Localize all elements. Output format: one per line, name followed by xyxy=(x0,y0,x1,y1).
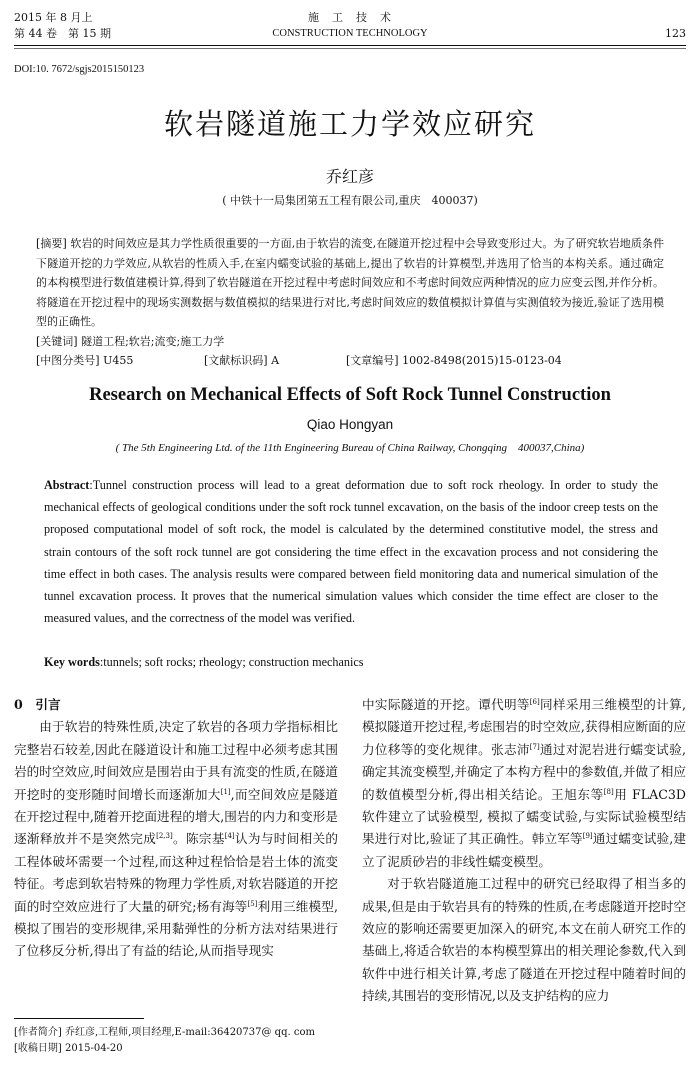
classification-clc xyxy=(36,351,133,370)
footnote-author-text: 乔红彦,工程师,项目经理,E-mail:36420737@ qq. com xyxy=(65,1027,315,1038)
intro-text-1d: 认为与时间相关的工程体破坏需要一个过程,而这种过程恰恰是岩土体的流变特征。考虑到软岩特殊的物理力学性质,对软岩隧道的开挖面的时空效应进行了大量的研究;杨有海等 xyxy=(14,831,339,914)
citation-6[interactable]: [6] xyxy=(529,697,540,706)
intro-text-1b: ,而空间效应是隧道在开挖过程中,随着开挖面进程的增大,围岩的内力和变形是逐渐释放并不是突然完成 xyxy=(14,786,338,847)
citation-7[interactable]: [7] xyxy=(529,742,540,751)
footnote-author xyxy=(14,1025,315,1040)
footnote-author-label: [作者简介] xyxy=(14,1027,62,1038)
keywords-en xyxy=(44,651,658,673)
classification-doc xyxy=(204,351,279,370)
footnote-received-label: [收稿日期] xyxy=(14,1043,62,1054)
keywords-cn xyxy=(36,332,664,352)
keywords-en-label: Key words xyxy=(44,655,100,669)
author-en: Qiao Hongyan xyxy=(306,417,394,432)
abstract-en-text: :Tunnel construction process will lead to a great deformation due to soft rock rheology. In order to study the mechanical effects of geological conditions under the soft rock tunnel excavation, on the basis of the indoor creep tests on the proposed computational model of soft rock, the model is calculated by the determined constitutive model, the stress and strain contours of the soft rock tunnel are got considering the time effect in the excavation process and not considering the time effect in both cases. The analysis results were compared between field monitoring data and numerical simulation of the tunnel excavation process. It proves that the numerical simulation values which consider the time effect are closer to the measured values, and the correctness of the model was verified. xyxy=(44,478,658,626)
affiliation-en: ( The 5th Engineering Ltd. of the 11th Engineering Bureau of China Railway, Chongqing 400037,China) xyxy=(115,442,585,454)
article-value: 1002-8498(2015)15-0123-04 xyxy=(402,354,562,367)
doc-value: A xyxy=(271,354,280,367)
keywords-en-text: :tunnels; soft rocks; rheology; construction mechanics xyxy=(99,655,364,669)
intro-text-r1c: 通过对泥岩进行蠕变试验,确定其流变模型,并确定了本构方程中的参数值,并做了相应的数值模型分析,得出相关结论。王旭东等 xyxy=(362,741,686,802)
footnote-rule xyxy=(14,1018,144,1019)
header-page-number: 123 xyxy=(665,27,686,40)
citation-5[interactable]: [5] xyxy=(247,899,258,908)
doi: DOI:10. 7672/sgjs2015150123 xyxy=(14,64,145,75)
clc-value: U455 xyxy=(103,354,134,367)
affiliation-cn: ( 中铁十一局集团第五工程有限公司,重庆 400037) xyxy=(222,194,478,207)
right-column xyxy=(362,694,686,1008)
left-column xyxy=(14,694,338,963)
footnote-received-text: 2015-04-20 xyxy=(65,1043,123,1054)
header-date: 2015 年 8 月上 xyxy=(14,11,93,24)
title-cn: 软岩隧道施工力学效应研究 xyxy=(163,107,536,141)
abstract-cn-label: [摘要] xyxy=(36,237,67,250)
intro-text-1c: 。陈宗基 xyxy=(172,831,225,847)
abstract-cn xyxy=(36,234,664,332)
section-heading: 0 引言 xyxy=(14,697,61,712)
clc-label: [中图分类号] xyxy=(36,354,100,367)
keywords-cn-text: 隧道工程;软岩;流变;施工力学 xyxy=(81,335,225,348)
header-journal-en: CONSTRUCTION TECHNOLOGY xyxy=(272,28,428,39)
header-rule-thin xyxy=(14,48,686,49)
citation-8[interactable]: [8] xyxy=(603,787,614,796)
intro-text-r1b: 同样采用三维模型的计算,模拟隧道开挖过程,考虑围岩的时空效应,获得相应断面的应力位移等的变化规律。张志沛 xyxy=(362,697,686,757)
intro-text-1e: 利用三维模型,模拟了围岩的变形规律,采用黏弹性的分析方法对结果进行了位移反分析,得出了有益的结论,从而指导现实 xyxy=(14,898,338,959)
keywords-cn-label: [关键词] xyxy=(36,335,78,348)
classification-article xyxy=(346,351,562,370)
abstract-cn-text: 软岩的时间效应是其力学性质很重要的一方面,由于软岩的流变,在隧道开挖过程中会导致变形过大。为了研究软岩地质条件下隧道开挖的力学效应,从软岩的性质入手,在室内蠕变试验的基础上,提出了软岩的计算模型,并选用了恰当的本构关系。通过确定的本构模型进行数值建模计算,得到了软岩隧道在开挖过程中考虑时间效应和不考虑时间效应两种情况的应力应变云图,并作分析。将隧道在开挖过程中的现场实测数据与数值模拟的结果进行对比,考虑时间效应的数值模拟计算值与实测值较为接近,验证了选用模型的正确性。 xyxy=(36,237,665,329)
title-en: Research on Mechanical Effects of Soft Rock Tunnel Construction xyxy=(89,385,611,405)
header-volume: 第 44 卷 第 15 期 xyxy=(14,27,111,40)
intro-text-r1d: 用 FLAC3D 软件建立了试验模型, 模拟了蠕变试验,与实际试验模型结果进行对比,验证了其正确性。韩立军等 xyxy=(362,786,686,847)
footnote-received xyxy=(14,1041,123,1056)
intro-text-r1a: 中实际隧道的开挖。谭代明等 xyxy=(362,697,530,712)
citation-4[interactable]: [4] xyxy=(224,832,235,841)
abstract-en-label: Abstract xyxy=(44,478,90,492)
intro-text-1a: 由于软岩的特殊性质,决定了软岩的各项力学指标相比完整岩石较差,因此在隧道设计和施工过程中必须考虑其围岩的时空效应,时间效应是围岩由于具有流变的性质,在隧道开挖时的变形随时间增长而逐渐加大 xyxy=(14,719,338,802)
citation-9[interactable]: [9] xyxy=(582,832,593,841)
citation-2-3[interactable]: [2,3] xyxy=(156,832,173,841)
citation-1[interactable]: [1] xyxy=(220,787,231,796)
intro-paragraph-2: 对于软岩隧道施工过程中的研究已经取得了相当多的成果,但是由于软岩具有的特殊的性质,在考虑隧道开挖时空效应的影响还需要更加深入的研究,本文在前人研究工作的基础上,将适合软岩的本构模型算出的相关理论参数,代入到软件中进行相关计算,考虑了隧道在开挖过程中随着时间的持续,其围岩的变形情况,以及支护结构的应力 xyxy=(362,876,686,1004)
abstract-en xyxy=(44,474,658,629)
header-journal-cn: 施 工 技 术 xyxy=(308,11,392,24)
article-label: [文章编号] xyxy=(346,354,399,367)
doc-label: [文献标识码] xyxy=(204,354,268,367)
author-cn: 乔红彦 xyxy=(325,167,374,186)
intro-text-r1e: 通过蠕变试验,建立了泥质砂岩的非线性蠕变模型。 xyxy=(362,831,686,869)
intro-paragraph-1 xyxy=(14,716,338,962)
intro-paragraph-1-cont xyxy=(362,694,686,873)
header-rule-thick xyxy=(14,45,686,46)
